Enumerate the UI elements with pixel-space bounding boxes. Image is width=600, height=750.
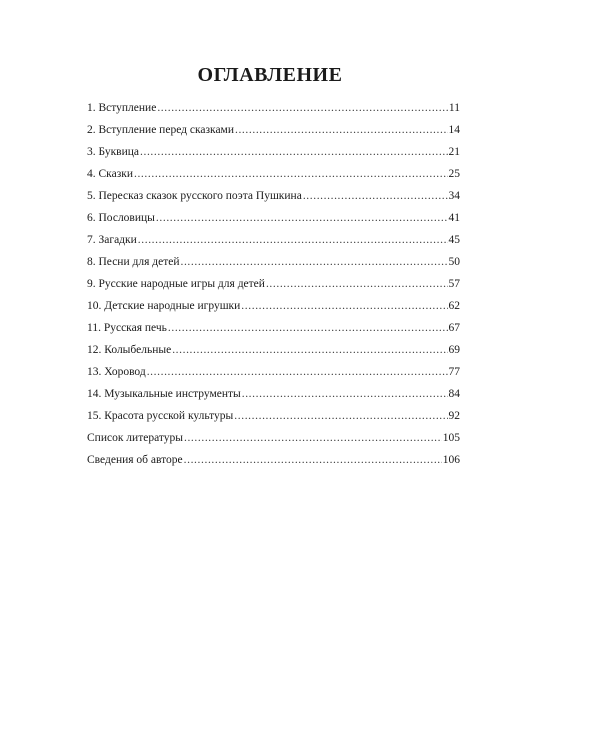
toc-entry-label: 7. Загадки xyxy=(87,234,137,246)
toc-entry-page: 21 xyxy=(448,146,460,158)
toc-entry xyxy=(87,405,460,427)
toc-entry-label: 10. Детские народные игрушки xyxy=(87,300,241,312)
toc-leader-dots xyxy=(156,207,448,229)
toc-entry-label: 4. Сказки xyxy=(87,168,133,180)
toc-entry-page: 45 xyxy=(448,234,460,246)
toc-leader-dots xyxy=(172,339,447,361)
toc-entry-page: 106 xyxy=(442,454,460,466)
toc-leader-dots xyxy=(234,405,447,427)
toc-entry-label: 14. Музыкальные инструменты xyxy=(87,388,241,400)
toc-leader-dots xyxy=(138,229,448,251)
toc-entry xyxy=(87,207,460,229)
toc-entry-page: 84 xyxy=(448,388,460,400)
toc-leader-dots xyxy=(303,185,448,207)
toc-entry xyxy=(87,449,460,471)
toc-entry-page: 14 xyxy=(448,124,460,136)
toc-entry-label: 9. Русские народные игры для детей xyxy=(87,278,265,290)
toc-entry-page: 67 xyxy=(448,322,460,334)
toc-entry-page: 41 xyxy=(448,212,460,224)
toc-leader-dots xyxy=(168,317,448,339)
toc-entry-label: 6. Пословицы xyxy=(87,212,155,224)
toc-entry-label: 15. Красота русской культуры xyxy=(87,410,234,422)
toc-entry xyxy=(87,295,460,317)
toc-entry-label: 2. Вступление перед сказками xyxy=(87,124,234,136)
toc-entry-label: Список литературы xyxy=(87,432,183,444)
toc-entry xyxy=(87,251,460,273)
toc-entry-page: 92 xyxy=(448,410,460,422)
toc-entry-label: 5. Пересказ сказок русского поэта Пушкина xyxy=(87,190,302,202)
toc-entry xyxy=(87,119,460,141)
toc-entry-label: 1. Вступление xyxy=(87,102,157,114)
toc-entry-label: 12. Колыбельные xyxy=(87,344,172,356)
table-of-contents xyxy=(87,97,460,471)
toc-leader-dots xyxy=(140,141,448,163)
toc-entry-page: 62 xyxy=(448,300,460,312)
toc-entry xyxy=(87,229,460,251)
toc-entry xyxy=(87,273,460,295)
toc-entry-label: Сведения об авторе xyxy=(87,454,183,466)
toc-entry xyxy=(87,383,460,405)
toc-entry-page: 77 xyxy=(448,366,460,378)
toc-leader-dots xyxy=(241,295,447,317)
page-title: ОГЛАВЛЕНИЕ xyxy=(197,64,343,86)
toc-entry xyxy=(87,427,460,449)
toc-entry xyxy=(87,163,460,185)
toc-entry xyxy=(87,141,460,163)
toc-leader-dots xyxy=(184,427,442,449)
toc-entry xyxy=(87,185,460,207)
toc-leader-dots xyxy=(235,119,448,141)
toc-entry xyxy=(87,361,460,383)
toc-leader-dots xyxy=(180,251,447,273)
toc-entry xyxy=(87,339,460,361)
toc-leader-dots xyxy=(147,361,448,383)
toc-entry-label: 11. Русская печь xyxy=(87,322,167,334)
toc-entry-label: 8. Песни для детей xyxy=(87,256,180,268)
toc-entry-page: 25 xyxy=(448,168,460,180)
toc-entry-page: 105 xyxy=(442,432,460,444)
toc-entry-label: 3. Буквица xyxy=(87,146,139,158)
toc-leader-dots xyxy=(184,449,442,471)
toc-entry xyxy=(87,97,460,119)
toc-entry-page: 50 xyxy=(448,256,460,268)
toc-entry-page: 57 xyxy=(448,278,460,290)
toc-entry-page: 11 xyxy=(448,102,460,114)
toc-leader-dots xyxy=(134,163,448,185)
toc-leader-dots xyxy=(266,273,448,295)
toc-entry xyxy=(87,317,460,339)
toc-entry-page: 69 xyxy=(448,344,460,356)
toc-leader-dots xyxy=(242,383,448,405)
toc-entry-label: 13. Хоровод xyxy=(87,366,146,378)
toc-entry-page: 34 xyxy=(448,190,460,202)
toc-leader-dots xyxy=(157,97,448,119)
